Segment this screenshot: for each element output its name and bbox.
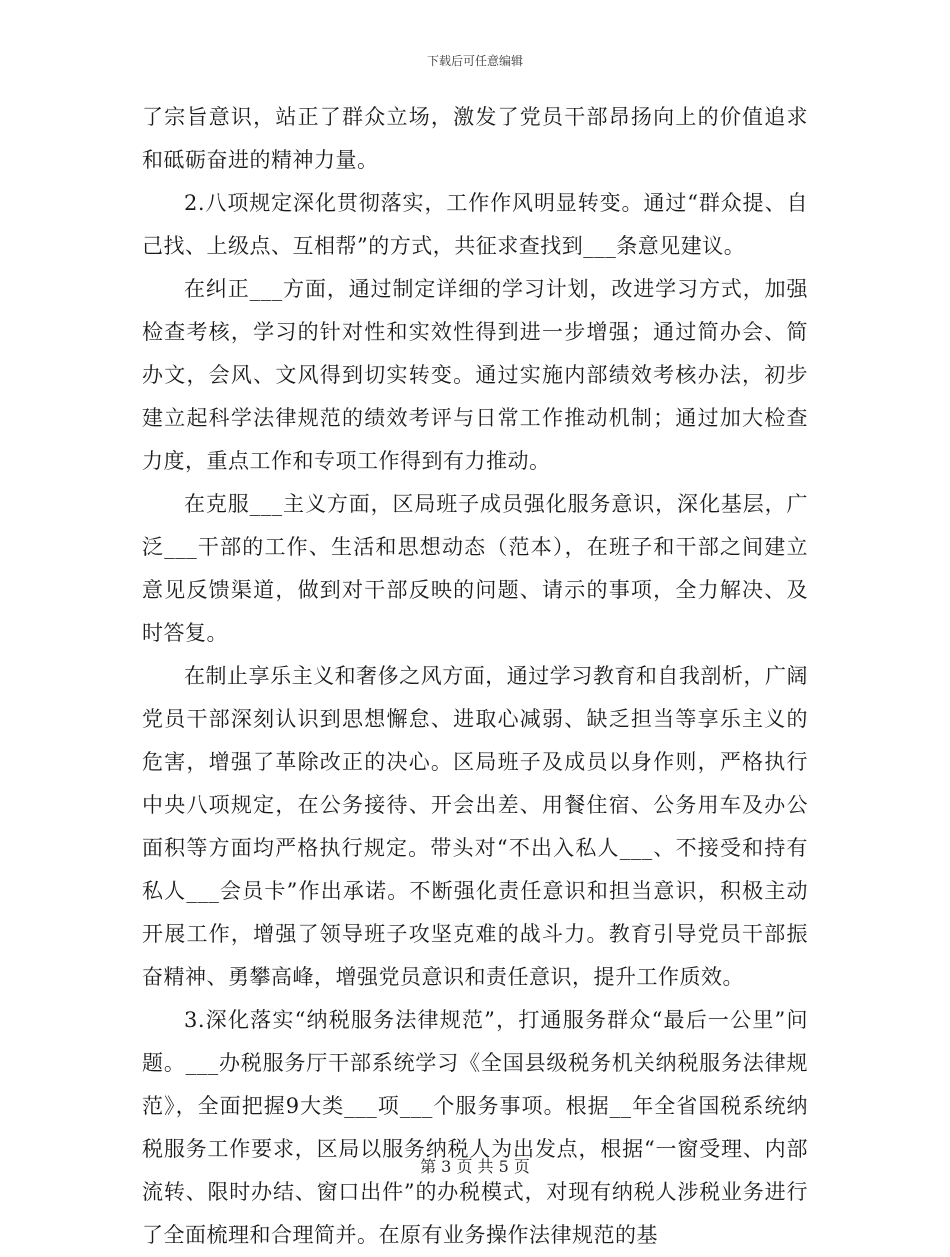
paragraph-6: 3.深化落实“纳税服务法律规范”，打通服务群众“最后一公里”问题。___办税服务厅干部系统学习《全国县级税务机关纳税服务法律规范》，全面把握9大类___项___个服务事项。根据__年全省国税系统纳税服务工作要求，区局以服务纳税人为出发点，根据“一窗受理、内部流转、限时办结、窗口出件”的办税模式，对现有纳税人涉税业务进行了全面梳理和合理简并。在原有业务操作法律规范的基 (142, 1008, 808, 1247)
page-header: 下载后可任意编辑 (426, 54, 523, 68)
paragraph-5: 在制止享乐主义和奢侈之风方面，通过学习教育和自我剖析，广阔党员干部深刻认识到思想懈怠、进取心减弱、缺乏担当等享乐主义的危害，增强了革除改正的决心。区局班子及成员以身作则，严格执行中央八项规定，在公务接待、开会出差、用餐住宿、公务用车及办公面积等方面均严格执行规定。带头对“不出入私人___、不接受和持有私人___会员卡”作出承诺。不断强化责任意识和担当意识，积极主动开展工作，增强了领导班子攻坚克难的战斗力。教育引导党员干部振奋精神、勇攀高峰，增强党员意识和责任意识，提升工作质效。 (142, 664, 808, 989)
paragraph-2: 2.八项规定深化贯彻落实，工作作风明显转变。通过“群众提、自己找、上级点、互相帮”的方式，共征求查找到___条意见建议。 (142, 191, 808, 258)
paragraph-4: 在克服___主义方面，区局班子成员强化服务意识，深化基层，广泛___干部的工作、生活和思想动态（范本），在班子和干部之间建立意见反馈渠道，做到对干部反映的问题、请示的事项，全力解决、及时答复。 (142, 492, 808, 645)
paragraph-3: 在纠正___方面，通过制定详细的学习计划，改进学习方式，加强检查考核，学习的针对性和实效性得到进一步增强；通过简办会、简办文，会风、文风得到切实转变。通过实施内部绩效考核办法，初步建立起科学法律规范的绩效考评与日常工作推动机制；通过加大检查力度，重点工作和专项工作得到有力推动。 (142, 277, 808, 473)
paragraph-1: 了宗旨意识，站正了群众立场，激发了党员干部昂扬向上的价值追求和砥砺奋进的精神力量。 (142, 105, 808, 172)
page-number-footer: 第 3 页 共 5 页 (420, 1157, 530, 1176)
document-body (142, 96, 808, 1257)
